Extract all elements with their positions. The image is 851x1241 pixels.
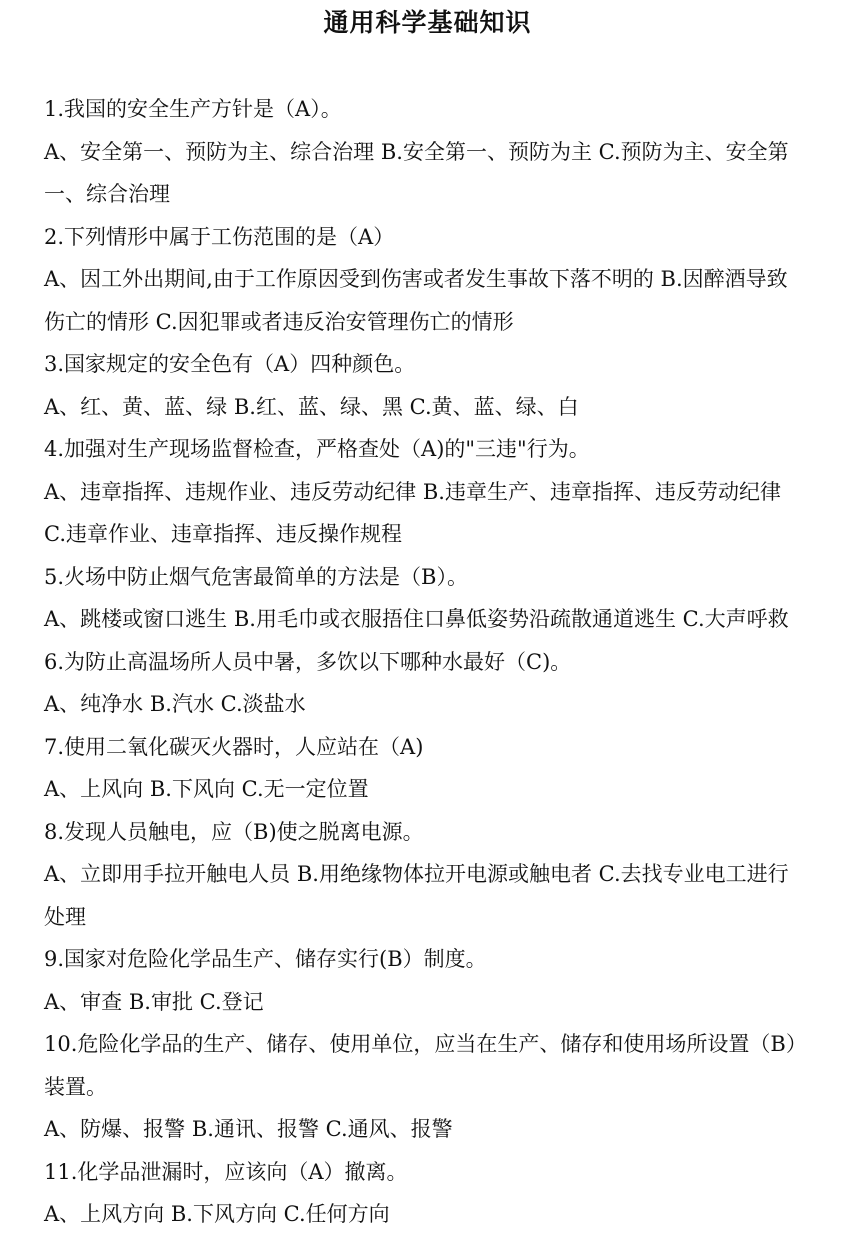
question-text: 2.下列情形中属于工伤范围的是（A）: [44, 224, 395, 249]
answer-options: A、违章指挥、违规作业、违反劳动纪律 B.违章生产、违章指挥、违反劳动纪律 C.违章作业、违章指挥、违反操作规程: [44, 479, 781, 546]
answer-options: A、纯净水 B.汽水 C.淡盐水: [44, 692, 306, 716]
question-text: 1.我国的安全生产方针是（A）。: [44, 97, 342, 121]
question-item-3: [44, 343, 804, 428]
question-list: [44, 88, 804, 1236]
question-item-8: [44, 811, 804, 939]
answer-options: A、跳楼或窗口逃生 B.用毛巾或衣服捂住口鼻低姿势沿疏散通道逃生 C.大声呼救: [44, 607, 789, 631]
answer-options: A、上风方向 B.下风方向 C.任何方向: [44, 1202, 390, 1226]
question-item-9: [44, 938, 804, 1023]
question-item-2: [44, 216, 804, 344]
question-item-7: [44, 726, 804, 811]
question-text: 6.为防止高温场所人员中暑，多饮以下哪种水最好（C)。: [44, 649, 572, 674]
answer-options: A、因工外出期间,由于工作原因受到伤害或者发生事故下落不明的 B.因醉酒导致伤亡的情形 C.因犯罪或者违反治安管理伤亡的情形: [44, 267, 788, 334]
question-item-6: [44, 641, 804, 726]
question-item-4: [44, 428, 804, 556]
answer-options: A、红、黄、蓝、绿 B.红、蓝、绿、黑 C.黄、蓝、绿、白: [44, 394, 579, 419]
question-text: 8.发现人员触电，应（B)使之脱离电源。: [44, 819, 424, 844]
question-text: 11.化学品泄漏时，应该向（A）撤离。: [44, 1159, 408, 1184]
answer-options: A、安全第一、预防为主、综合治理 B.安全第一、预防为主 C.预防为主、安全第一、综合治理: [44, 139, 789, 206]
question-text: 3.国家规定的安全色有（A）四种颜色。: [44, 352, 416, 376]
question-text: 5.火场中防止烟气危害最简单的方法是（B）。: [44, 564, 468, 589]
document-title: 通用科学基础知识: [323, 8, 532, 37]
answer-options: A、立即用手拉开触电人员 B.用绝缘物体拉开电源或触电者 C.去找专业电工进行处理: [44, 862, 789, 929]
question-text: 9.国家对危险化学品生产、储存实行(B）制度。: [44, 947, 487, 971]
question-text: 10.危险化学品的生产、储存、使用单位，应当在生产、储存和使用场所设置（B）装置。: [44, 1032, 797, 1099]
answer-options: A、防爆、报警 B.通讯、报警 C.通风、报警: [44, 1117, 453, 1141]
question-text: 7.使用二氧化碳灭火器时，人应站在（A): [44, 734, 424, 759]
question-text: 4.加强对生产现场监督检查，严格查处（A)的"三违"行为。: [44, 437, 590, 461]
answer-options: A、上风向 B.下风向 C.无一定位置: [44, 777, 369, 801]
question-item-5: [44, 556, 804, 641]
question-item-10: [44, 1023, 804, 1151]
answer-options: A、审查 B.审批 C.登记: [44, 989, 264, 1014]
question-item-1: [44, 88, 804, 216]
question-item-11: [44, 1151, 804, 1236]
